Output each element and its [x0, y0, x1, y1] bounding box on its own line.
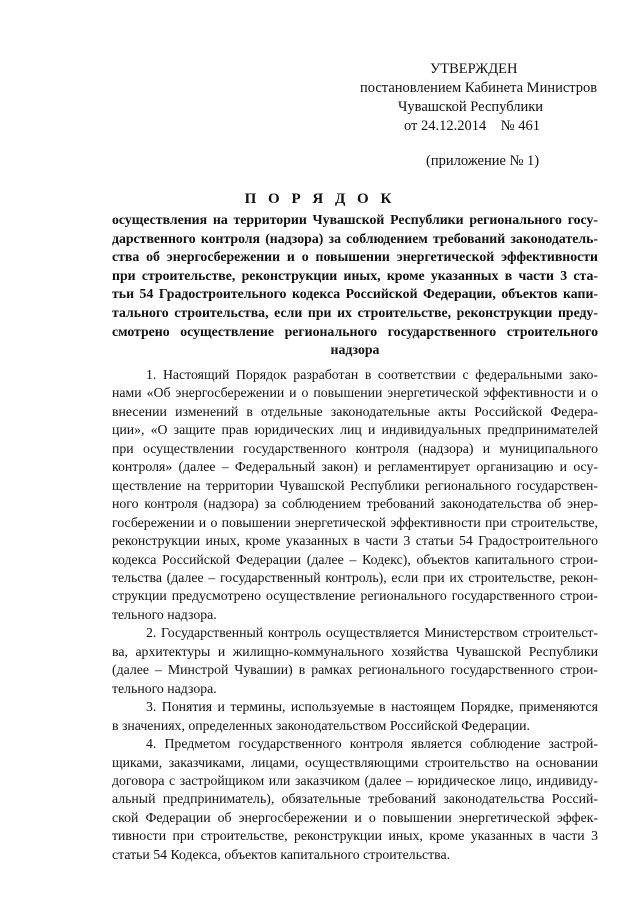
subtitle-line: тьи 54 Градостроительного кодекса Российской Федерации, объектов капи-: [112, 286, 598, 302]
paragraph-3-line: в значениях, определенных законодательством Российской Федерации.: [112, 717, 530, 733]
paragraph-1-line: тельного надзора.: [112, 606, 217, 622]
paragraph-1-line: кодекса Российской Федерации (далее – Кодекс), объектов капитального строи-: [112, 551, 598, 567]
approval-heading: УТВЕРЖДЕН: [430, 61, 518, 77]
document-body: [112, 366, 598, 864]
approval-stamp-block: [360, 60, 610, 171]
subtitle-line: дарственного контроля (надзора) за соблюдением требований законодатель-: [112, 230, 598, 246]
paragraph-1-line: 1. Настоящий Порядок разработан в соответствии с федеральными зако-: [146, 367, 598, 382]
subtitle-line: надзора: [330, 342, 380, 358]
paragraph-2-line: 2. Государственный контроль осуществляется Министерством строительст-: [146, 625, 598, 641]
paragraph-2-line: (далее – Минстрой Чувашии) в рамках регионального государственного строи-: [112, 662, 598, 678]
paragraph-1-line: тельства (далее – государственный контроль), если при их строительстве, рекон-: [112, 569, 598, 585]
paragraph-1-line: струкции предусмотрено осуществление регионального государственного строи-: [112, 588, 598, 604]
paragraph-4-line: 4. Предметом государственного контроля является соблюдение застрой-: [146, 736, 598, 752]
paragraph-2-line: тельного надзора.: [112, 680, 217, 696]
paragraph-4-line: тивности при строительстве, реконструкции иных, кроме указанных в части 3: [112, 828, 598, 844]
subtitle-line: тального строительства, если при их строительстве, реконструкции преду-: [112, 304, 598, 320]
paragraph-4-line: ской Федерации об энергосбережении и о повышении энергетической эффек-: [112, 809, 598, 825]
paragraph-4-line: статьи 54 Кодекса, объектов капитального строительства.: [112, 846, 451, 862]
document-title: П О Р Я Д О К: [244, 191, 396, 207]
paragraph-1-line: ного контроля (надзора) за соблюдением требований законодательства об энер-: [112, 496, 598, 512]
subtitle-line: смотрено осуществление регионального государственного строительного: [112, 323, 598, 339]
paragraph-1-line: госбережении и о повышении энергетической эффективности при строительстве,: [112, 514, 598, 530]
paragraph-1-line: контроля» (далее – Федеральный закон) и регламентирует организацию и осу-: [112, 459, 598, 475]
paragraph-1-line: ции», «О защите прав юридических лиц и индивидуальных предпринимателей: [112, 422, 598, 438]
approval-region: Чувашской Республики: [398, 99, 544, 115]
approval-date-number: от 24.12.2014 № 461: [404, 118, 540, 134]
paragraph-1-line: внесении изменений в отдельные законодательные акты Российской Федера-: [112, 403, 598, 419]
paragraph-3-line: 3. Понятия и термины, используемые в настоящем Порядке, применяются: [146, 699, 598, 715]
paragraph-1-line: ществление на территории Чувашской Республики регионального государствен-: [112, 477, 598, 493]
approval-authority: постановлением Кабинета Министров: [360, 80, 598, 96]
subtitle-line: осуществления на территории Чувашской Республики регионального госу-: [112, 212, 598, 227]
paragraph-4-line: альный предприниматель), обязательные требований законодательства Россий-: [112, 791, 598, 807]
appendix-label: (приложение № 1): [426, 153, 540, 169]
document-subtitle: [112, 211, 598, 360]
paragraph-4-line: договора с застройщиком или заказчиком (далее – юридическое лицо, индивиду-: [112, 772, 598, 788]
paragraph-1-line: при осуществлении государственного контроля (надзора) и муниципального: [112, 440, 598, 456]
paragraph-1-line: реконструкции иных, кроме указанных в части 3 статьи 54 Градостроительного: [112, 533, 598, 549]
subtitle-line: ства об энергосбережении и о повышении энергетической эффективности: [112, 249, 598, 265]
paragraph-2-line: ва, архитектуры и жилищно-коммунального хозяйства Чувашской Республики: [112, 643, 598, 659]
paragraph-1-line: нами «Об энергосбережении и о повышении энергетической эффективности и о: [112, 385, 598, 401]
subtitle-line: при строительстве, реконструкции иных, кроме указанных в части 3 ста-: [112, 267, 598, 283]
paragraph-4-line: щиками, заказчиками, лицами, осуществляющими строительство на основании: [112, 754, 598, 770]
